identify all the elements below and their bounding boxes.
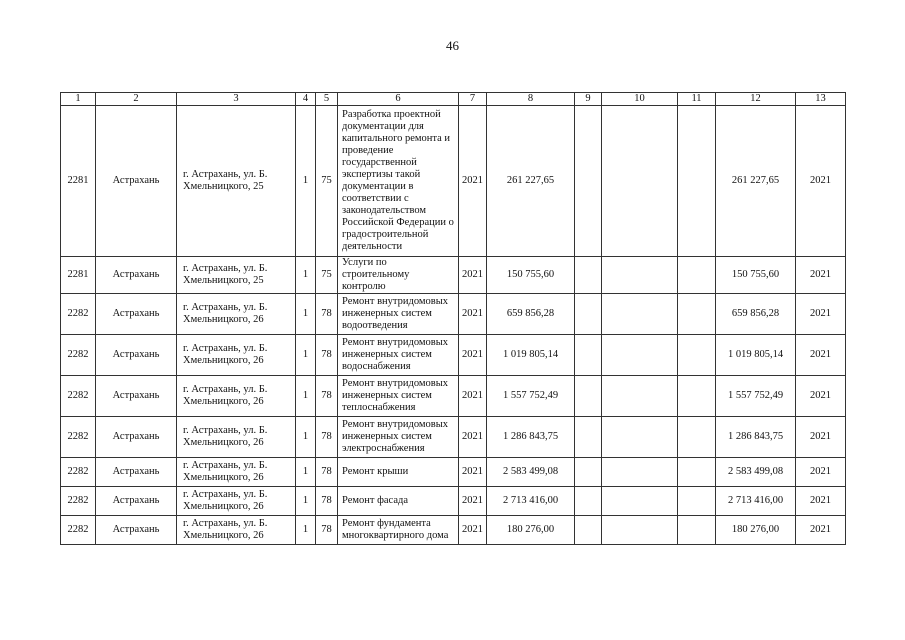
object-number-cell: 2282 xyxy=(61,376,96,417)
completion-year-cell: 2021 xyxy=(796,257,846,294)
address-cell: г. Астрахань, ул. Б. Хмельницкого, 26 xyxy=(177,417,296,458)
column-11-cell xyxy=(678,516,716,545)
cost-cell: 2 713 416,00 xyxy=(487,487,575,516)
column-10-cell xyxy=(602,294,678,335)
work-type-cell: Ремонт внутридомовых инженерных систем теплоснабжения xyxy=(338,376,459,417)
column-header: 3 xyxy=(177,93,296,106)
year-cell: 2021 xyxy=(459,516,487,545)
total-cost-cell: 180 276,00 xyxy=(716,516,796,545)
year-cell: 2021 xyxy=(459,257,487,294)
column-5-cell: 78 xyxy=(316,376,338,417)
address-cell: г. Астрахань, ул. Б. Хмельницкого, 26 xyxy=(177,294,296,335)
city-cell: Астрахань xyxy=(96,376,177,417)
column-4-cell: 1 xyxy=(296,458,316,487)
cost-cell: 180 276,00 xyxy=(487,516,575,545)
total-cost-cell: 1 557 752,49 xyxy=(716,376,796,417)
repair-program-table xyxy=(60,92,846,545)
column-11-cell xyxy=(678,294,716,335)
column-11-cell xyxy=(678,106,716,257)
column-11-cell xyxy=(678,458,716,487)
column-11-cell xyxy=(678,335,716,376)
column-5-cell: 78 xyxy=(316,335,338,376)
table-row xyxy=(61,257,846,294)
column-9-cell xyxy=(575,335,602,376)
column-10-cell xyxy=(602,335,678,376)
column-9-cell xyxy=(575,106,602,257)
total-cost-cell: 2 583 499,08 xyxy=(716,458,796,487)
city-cell: Астрахань xyxy=(96,294,177,335)
address-cell: г. Астрахань, ул. Б. Хмельницкого, 25 xyxy=(177,106,296,257)
column-11-cell xyxy=(678,417,716,458)
column-4-cell: 1 xyxy=(296,487,316,516)
column-10-cell xyxy=(602,257,678,294)
page-number: 46 xyxy=(446,38,459,53)
work-type-cell: Ремонт фундамента многоквартирного дома xyxy=(338,516,459,545)
column-4-cell: 1 xyxy=(296,376,316,417)
year-cell: 2021 xyxy=(459,458,487,487)
column-10-cell xyxy=(602,376,678,417)
completion-year-cell: 2021 xyxy=(796,458,846,487)
cost-cell: 1 019 805,14 xyxy=(487,335,575,376)
table-row xyxy=(61,458,846,487)
address-cell: г. Астрахань, ул. Б. Хмельницкого, 26 xyxy=(177,516,296,545)
cost-cell: 150 755,60 xyxy=(487,257,575,294)
city-cell: Астрахань xyxy=(96,417,177,458)
column-9-cell xyxy=(575,516,602,545)
work-type-cell: Услуги по строительному контролю xyxy=(338,257,459,294)
column-5-cell: 78 xyxy=(316,458,338,487)
column-header: 7 xyxy=(459,93,487,106)
column-9-cell xyxy=(575,417,602,458)
work-type-cell: Ремонт внутридомовых инженерных систем электроснабжения xyxy=(338,417,459,458)
year-cell: 2021 xyxy=(459,106,487,257)
completion-year-cell: 2021 xyxy=(796,376,846,417)
table-row xyxy=(61,335,846,376)
column-header: 10 xyxy=(602,93,678,106)
object-number-cell: 2281 xyxy=(61,106,96,257)
column-header: 9 xyxy=(575,93,602,106)
column-4-cell: 1 xyxy=(296,257,316,294)
column-10-cell xyxy=(602,487,678,516)
column-header: 12 xyxy=(716,93,796,106)
work-type-cell: Ремонт фасада xyxy=(338,487,459,516)
completion-year-cell: 2021 xyxy=(796,294,846,335)
column-5-cell: 75 xyxy=(316,106,338,257)
completion-year-cell: 2021 xyxy=(796,516,846,545)
table-row xyxy=(61,294,846,335)
city-cell: Астрахань xyxy=(96,106,177,257)
address-cell: г. Астрахань, ул. Б. Хмельницкого, 26 xyxy=(177,335,296,376)
column-9-cell xyxy=(575,257,602,294)
table-row xyxy=(61,516,846,545)
column-4-cell: 1 xyxy=(296,106,316,257)
column-4-cell: 1 xyxy=(296,516,316,545)
column-5-cell: 78 xyxy=(316,487,338,516)
table-row xyxy=(61,487,846,516)
column-10-cell xyxy=(602,106,678,257)
column-header: 11 xyxy=(678,93,716,106)
work-type-cell: Разработка проектной документации для капитального ремонта и проведение государственной экспертизы такой документации в соответствии с законодательством Российской Федерации о градостроительной деятельности xyxy=(338,106,459,257)
cost-cell: 1 286 843,75 xyxy=(487,417,575,458)
column-header: 4 xyxy=(296,93,316,106)
completion-year-cell: 2021 xyxy=(796,106,846,257)
total-cost-cell: 659 856,28 xyxy=(716,294,796,335)
year-cell: 2021 xyxy=(459,294,487,335)
column-5-cell: 78 xyxy=(316,417,338,458)
address-cell: г. Астрахань, ул. Б. Хмельницкого, 25 xyxy=(177,257,296,294)
address-cell: г. Астрахань, ул. Б. Хмельницкого, 26 xyxy=(177,376,296,417)
column-header: 8 xyxy=(487,93,575,106)
address-cell: г. Астрахань, ул. Б. Хмельницкого, 26 xyxy=(177,487,296,516)
column-11-cell xyxy=(678,257,716,294)
year-cell: 2021 xyxy=(459,417,487,458)
object-number-cell: 2282 xyxy=(61,417,96,458)
completion-year-cell: 2021 xyxy=(796,487,846,516)
cost-cell: 659 856,28 xyxy=(487,294,575,335)
column-10-cell xyxy=(602,516,678,545)
work-type-cell: Ремонт внутридомовых инженерных систем водоснабжения xyxy=(338,335,459,376)
table-row xyxy=(61,376,846,417)
column-11-cell xyxy=(678,487,716,516)
total-cost-cell: 150 755,60 xyxy=(716,257,796,294)
city-cell: Астрахань xyxy=(96,335,177,376)
city-cell: Астрахань xyxy=(96,516,177,545)
column-4-cell: 1 xyxy=(296,417,316,458)
header-row xyxy=(61,93,846,106)
column-header: 2 xyxy=(96,93,177,106)
year-cell: 2021 xyxy=(459,376,487,417)
column-header: 5 xyxy=(316,93,338,106)
object-number-cell: 2281 xyxy=(61,257,96,294)
work-type-cell: Ремонт крыши xyxy=(338,458,459,487)
object-number-cell: 2282 xyxy=(61,458,96,487)
column-header: 6 xyxy=(338,93,459,106)
total-cost-cell: 1 286 843,75 xyxy=(716,417,796,458)
table-row xyxy=(61,417,846,458)
column-5-cell: 75 xyxy=(316,257,338,294)
table-row xyxy=(61,106,846,257)
column-5-cell: 78 xyxy=(316,516,338,545)
object-number-cell: 2282 xyxy=(61,487,96,516)
cost-cell: 261 227,65 xyxy=(487,106,575,257)
completion-year-cell: 2021 xyxy=(796,417,846,458)
total-cost-cell: 261 227,65 xyxy=(716,106,796,257)
work-type-cell: Ремонт внутридомовых инженерных систем водоотведения xyxy=(338,294,459,335)
column-9-cell xyxy=(575,294,602,335)
city-cell: Астрахань xyxy=(96,458,177,487)
total-cost-cell: 1 019 805,14 xyxy=(716,335,796,376)
column-9-cell xyxy=(575,487,602,516)
object-number-cell: 2282 xyxy=(61,516,96,545)
city-cell: Астрахань xyxy=(96,487,177,516)
column-5-cell: 78 xyxy=(316,294,338,335)
object-number-cell: 2282 xyxy=(61,294,96,335)
city-cell: Астрахань xyxy=(96,257,177,294)
cost-cell: 1 557 752,49 xyxy=(487,376,575,417)
column-4-cell: 1 xyxy=(296,294,316,335)
cost-cell: 2 583 499,08 xyxy=(487,458,575,487)
column-9-cell xyxy=(575,376,602,417)
completion-year-cell: 2021 xyxy=(796,335,846,376)
column-header: 1 xyxy=(61,93,96,106)
column-10-cell xyxy=(602,417,678,458)
column-10-cell xyxy=(602,458,678,487)
column-9-cell xyxy=(575,458,602,487)
address-cell: г. Астрахань, ул. Б. Хмельницкого, 26 xyxy=(177,458,296,487)
total-cost-cell: 2 713 416,00 xyxy=(716,487,796,516)
object-number-cell: 2282 xyxy=(61,335,96,376)
column-4-cell: 1 xyxy=(296,335,316,376)
year-cell: 2021 xyxy=(459,487,487,516)
column-11-cell xyxy=(678,376,716,417)
year-cell: 2021 xyxy=(459,335,487,376)
column-header: 13 xyxy=(796,93,846,106)
